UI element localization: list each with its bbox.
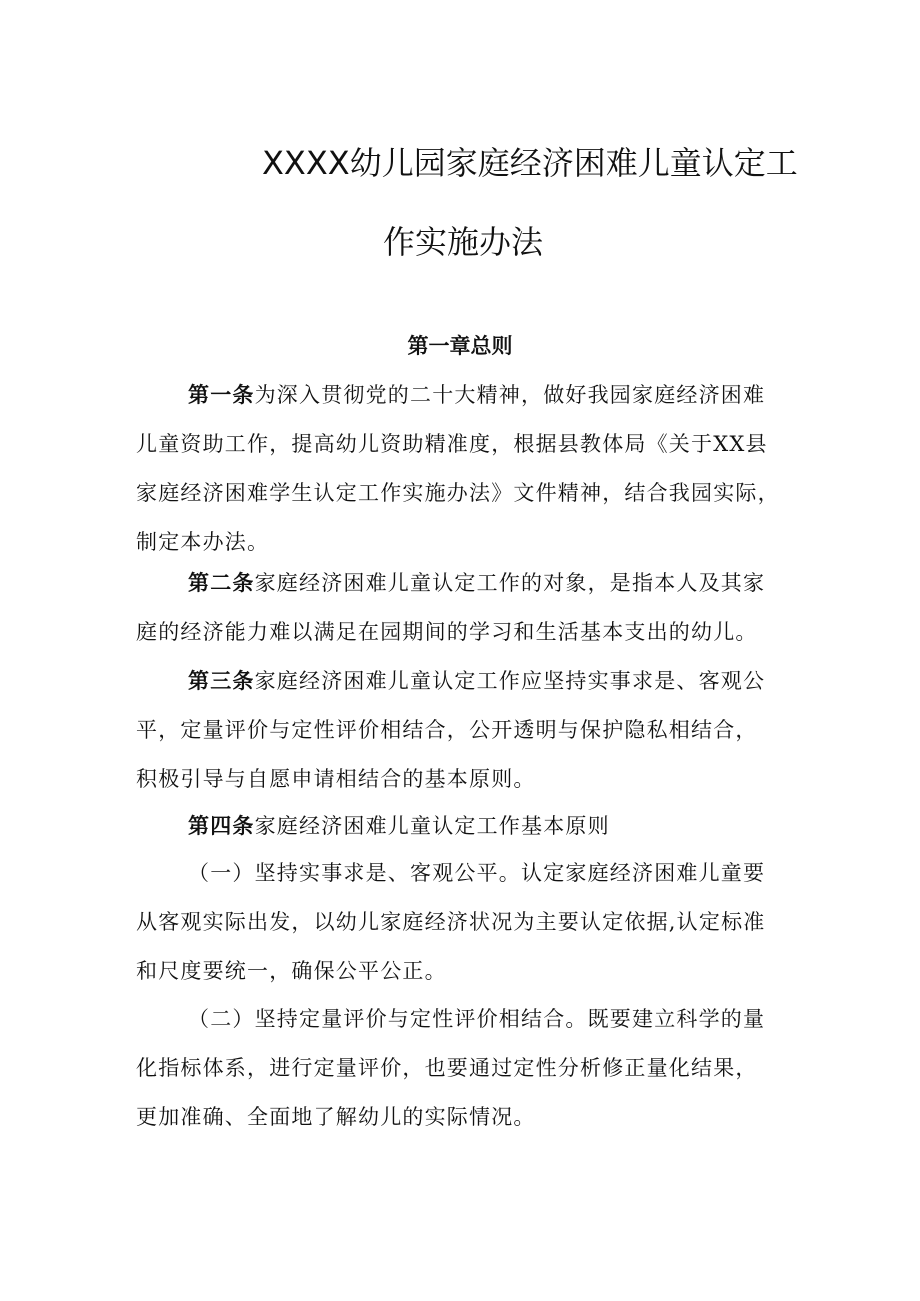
article-1-line-1 (136, 371, 788, 420)
article-1-label: 第一条 (188, 383, 255, 407)
article-4-label: 第四条 (188, 814, 255, 838)
principle-item-1-line-3: 和尺度要统一，确保公平公正。 (136, 959, 447, 983)
article-3-text: 家庭经济困难儿童认定工作应坚持实事求是、客观公 (254, 669, 766, 693)
principle-item-1-line-2: 从客观实际出发，以幼儿家庭经济状况为主要认定依据,认定标准 (136, 910, 766, 934)
article-4 (136, 802, 788, 851)
article-4-line-1 (136, 802, 788, 851)
article-3 (136, 657, 788, 804)
principle-item-2-line-3: 更加准确、全面地了解幼儿的实际情况。 (136, 1105, 536, 1129)
principle-item-1-line-1: （一）坚持实事求是、客观公平。认定家庭经济困难儿童要 (188, 861, 766, 885)
article-1-line-3: 家庭经济困难学生认定工作实施办法》文件精神，结合我园实际， (136, 481, 780, 505)
principle-item-2-line-1: （二）坚持定量评价与定性评价相结合。既要建立科学的量 (188, 1007, 766, 1031)
article-1-line-2: 儿童资助工作，提高幼儿资助精准度，根据县教体局《关于XX县 (136, 432, 768, 456)
article-3-line-2: 平，定量评价与定性评价相结合，公开透明与保护隐私相结合， (136, 718, 758, 742)
article-1-line-4: 制定本办法。 (136, 530, 270, 554)
article-2-line-2: 庭的经济能力难以满足在园期间的学习和生活基本支出的幼儿。 (136, 620, 758, 644)
article-3-line-3: 积极引导与自愿申请相结合的基本原则。 (136, 767, 536, 791)
article-2 (136, 559, 788, 657)
document-title-line-2: 作实施办法 (383, 223, 544, 261)
article-1-text: 为深入贯彻党的二十大精神，做好我园家庭经济困难 (254, 383, 766, 407)
document-title-line-1: XXXX幼儿园家庭经济困难儿童认定工 (262, 144, 798, 182)
article-1 (136, 371, 788, 567)
principle-item-1 (136, 849, 788, 996)
article-3-line-1 (136, 657, 788, 706)
article-3-label: 第三条 (188, 669, 255, 693)
article-2-label: 第二条 (188, 571, 255, 595)
article-2-line-1 (136, 559, 788, 608)
article-2-text: 家庭经济困难儿童认定工作的对象，是指本人及其家 (254, 571, 766, 595)
chapter-heading: 第一章总则 (407, 334, 513, 358)
principle-item-2-line-2: 化指标体系，进行定量评价，也要通过定性分析修正量化结果， (136, 1056, 758, 1080)
article-4-text: 家庭经济困难儿童认定工作基本原则 (254, 814, 610, 838)
principle-item-2 (136, 995, 788, 1142)
